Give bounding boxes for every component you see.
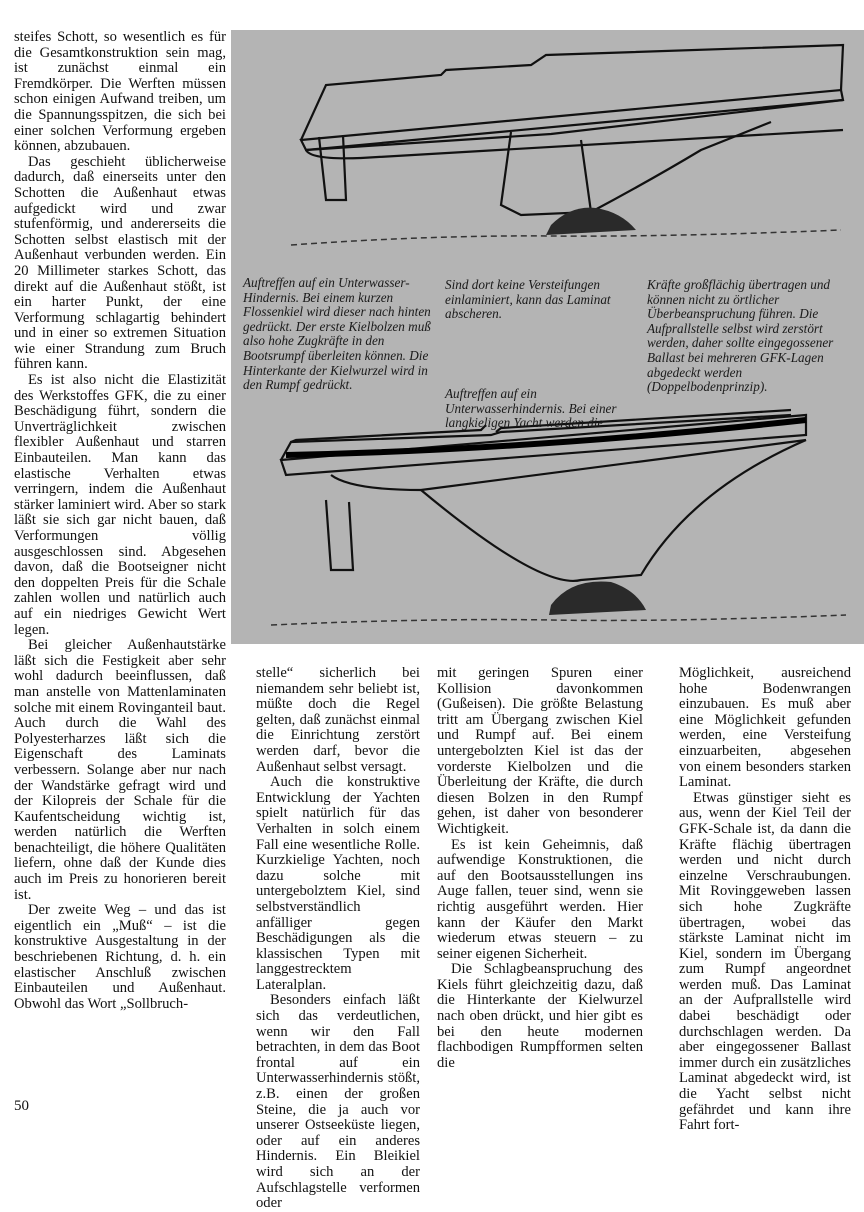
figure-caption-2: Sind dort keine Versteifungen einlaminiert, kann das Laminat abscheren. xyxy=(445,277,611,322)
long-keel-yacht xyxy=(281,410,806,581)
text-column-3 xyxy=(437,666,643,1071)
paragraph: Etwas günstiger sieht es aus, wenn der Kiel Teil der GFK-Schale ist, da dann die Kräfte flächig übertragen werden und nicht durch einzelne Verschraubungen. Mit Rovinggeweben lassen sich hohe Zugkräfte übertragen, wobei das stärkste Laminat nicht im Kiel, sondern im Übergang zum Rumpf angeordnet werden muß. Das Laminat an der Aufprallstelle wird dabei beschädigt oder durchschlagen werden. Da aber eingegossener Ballast immer durch ein zusätzliches Laminat abgedeckt wird, ist die Yacht selbst nicht gefährdet und kann ihre Fahrt fort- xyxy=(679,789,851,1134)
paragraph: Der zweite Weg – und das ist eigentlich ein „Muß“ – ist die konstruktive Ausgestaltung in der beschriebenen Richtung, d. h. ein elastischer Anschluß zwischen Einbauteilen und Außenhaut. Obwohl das Wort „Sollbruch- xyxy=(14,902,226,1012)
paragraph: Die Schlagbeanspruchung des Kiels führt gleichzeitig dazu, daß die Hinterkante der Kielwurzel nach oben drückt, und hier gibt es bei den heute modernen flachbodigen Rumpfformen selten die xyxy=(437,961,643,1071)
boat-illustration xyxy=(231,30,864,644)
figure-caption-4: Kräfte großflächig übertragen und können nicht zu örtlicher Überbeanspruchung führen. Die Aufprallstelle selbst wird zerstört werden, daher sollte eingegossener Ballast bei mehreren GFK-Lagen abgedeckt werden (Doppelbodenprinzip). xyxy=(647,277,834,395)
page-number: 50 xyxy=(14,1098,29,1114)
paragraph: mit geringen Spuren einer Kollision davonkommen (Gußeisen). Die größte Belastung tritt am Übergang zwischen Kiel und Rumpf auf. Bei einem untergebolzten Kiel ist das der vorderste Kielbolzen und die Überleitung der Kräfte, die durch diesen Bolzen in den Rumpf gehen, ist daher von besonderer Wichtigkeit. xyxy=(437,665,643,837)
fin-keel-yacht xyxy=(301,45,843,215)
text-column-4 xyxy=(679,666,851,1134)
text-column-1 xyxy=(14,30,226,1012)
paragraph: steifes Schott, so wesentlich es für die Gesamtkonstruktion sein mag, ist zunächst einmal ein Fremdkörper. Die Werften müssen schon einigen Aufwand treiben, um die Spannungsspitzen, die sich bei einer solchen Verformung ergeben können, abzubauen. xyxy=(14,29,226,155)
paragraph: Es ist kein Geheimnis, daß aufwendige Konstruktionen, die auf den Bootsausstellungen ins Auge fallen, teuer sind, wenn sie richtig ausgeführt werden. Hier kann der Käufer den Markt wiederum etwas steuern – zu seiner eigenen Sicherheit. xyxy=(437,836,643,962)
figure-caption-1: Auftreffen auf ein Unterwasser-Hindernis. Bei einem kurzen Flossenkiel wird dieser nach hinten gedrückt. Der erste Kielbolzen muß also hohe Zugkräfte in den Bootsrumpf überleiten können. Die Hinterkante der Kielwurzel wird in den Rumpf gedrückt. xyxy=(243,275,431,393)
paragraph: Es ist also nicht die Elastizität des Werkstoffes GFK, die zu einer Beschädigung führt, sondern die Unverträglichkeit zwischen flexibler Außenhaut und starren Einbauteilen. Man kann das elastische Verhalten etwas verringern, indem die Außenhaut stärker laminiert wird. Aber so stark läßt sie sich gar nicht bauen, daß Verformungen völlig ausgeschlossen sind. Abgesehen davon, daß die Bootseigner nicht den doppelten Preis für die Schale zahlen wollen und natürlich auch auf ein niedriges Gewicht Wert legen. xyxy=(14,372,226,638)
paragraph: Auch die konstruktive Entwicklung der Yachten spielt natürlich für das Verhalten in solch einem Fall eine wesentliche Rolle. Kurzkielige Yachten, noch dazu solche mit untergebolztem Kiel, sind selbstverständlich anfälliger gegen Beschädigungen als die klassischen Typen mit langgestrecktem Lateralplan. xyxy=(256,774,420,993)
figure-caption-3: Auftreffen auf ein Unterwasserhindernis. Bei einer langkieligen Yacht werden die xyxy=(445,386,617,431)
paragraph: Bei gleicher Außenhautstärke läßt sich die Festigkeit aber sehr wohl dadurch beeinflussen, daß man anstelle von Mattenlaminaten solche mit einem Rovinganteil baut. Auch durch die Wahl des Polyesterharzes läßt sich die Eigenschaft des Laminats verbessern. Solange aber nur nach der Wandstärke gefragt wird und der Kilopreis der Schale für die Kaufentscheidung wichtig ist, werden natürlich die Werften benachteiligt, die höhere Qualitäten liefern, ohne daß der Kunde dies auch im Preis zu honorieren bereit ist. xyxy=(14,637,226,903)
paragraph: Das geschieht üblicherweise dadurch, daß einerseits unter den Schotten die Außenhaut etwas aufgedickt wird und zwar stufenförmig, und andererseits die Schotten selbst elastisch mit der Außenhaut verbunden werden. Ein 20 Millimeter starkes Schott, das direkt auf die Außenhaut stößt, ist ein harter Punkt, der eine Verformung schlagartig behindert und in einer so extremen Situation wie einer Strandung zum Bruch führen kann. xyxy=(14,153,226,373)
paragraph: Besonders einfach läßt sich das verdeutlichen, wenn wir den Fall betrachten, in dem das Boot frontal auf ein Unterwasserhindernis stößt, z.B. einen der großen Steine, die ja auch vor unserer Ostseeküste liegen, oder auf ein anderes Hindernis. Ein Bleikiel wird sich an der Aufschlagstelle verformen oder xyxy=(256,992,420,1212)
underwater-rock-2 xyxy=(271,581,846,625)
paragraph: stelle“ sicherlich bei niemandem sehr beliebt ist, müßte doch die Regel gelten, daß zunächst einmal die Einrichtung zerstört werden darf, bevor die Außenhaut selbst versagt. xyxy=(256,665,420,775)
paragraph: Möglichkeit, ausreichend hohe Bodenwrangen einzubauen. Es muß aber eine Möglichkeit gefunden werden, eine Versteifung einzuarbeiten, abgesehen von einem besonders starken Laminat. xyxy=(679,665,851,791)
